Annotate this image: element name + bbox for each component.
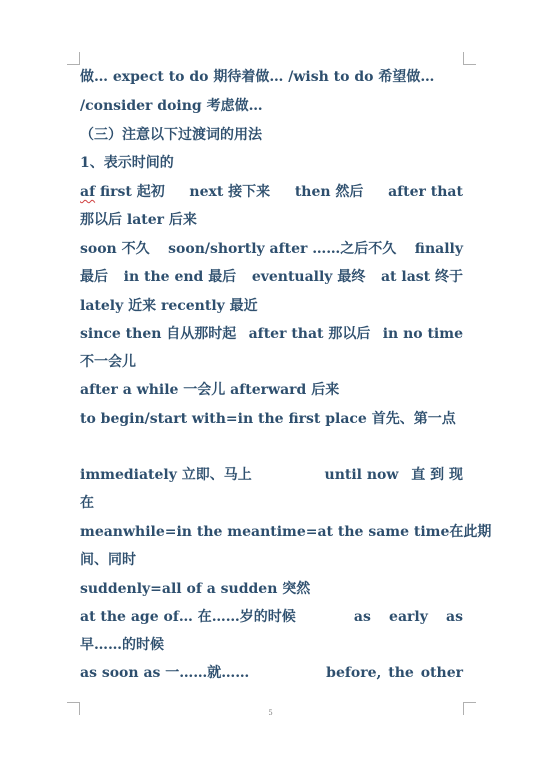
text-segment: other [420,665,463,681]
text-segment: as soon as 一……就…… [80,665,250,681]
text-segment: until now [324,467,399,483]
text-segment: since then 自从那时起 [80,326,237,342]
text-segment: soon/shortly after ……之后不久 [168,241,397,257]
subheading [80,153,463,173]
text-segment: after that [388,184,463,200]
text-segment: after that 那以后 [248,326,371,342]
text-line [80,296,463,316]
text-segment: 直 到 现 [411,467,463,483]
text-line [80,409,463,429]
text-segment: after a while 一会儿 afterward 后来 [80,382,340,398]
text-segment: soon 不久 [80,241,150,257]
text-segment: early [389,609,428,625]
text-segment: meanwhile=in the meantime=at the same time [80,524,450,540]
text-line [80,607,463,627]
text-line [80,493,463,513]
text-segment: as [446,609,463,625]
page-number: 5 [268,708,273,717]
text-line [80,96,463,116]
text-line [80,239,463,259]
text-segment: 早……的时候 [80,637,164,653]
text-segment: lately 近来 recently 最近 [80,298,258,314]
text-segment: at last 终于 [380,269,463,285]
section-heading [80,125,463,145]
text-segment: 在 [80,495,94,511]
crop-mark-top-left [67,52,80,65]
text-segment: 最后 [80,269,108,285]
text-segment: finally [414,241,463,257]
text-segment: 1、表示时间的 [80,155,174,171]
text-line [80,210,463,230]
text-segment: the [388,665,414,681]
text-line [80,324,463,344]
text-line [80,67,463,87]
text-segment: 间、同时 [80,552,136,568]
text-line [80,380,463,400]
text-line [80,579,463,599]
text-segment: before, [326,665,382,681]
text-segment: immediately 立即、马上 [80,467,252,483]
text-line [80,663,463,683]
text-segment: in no time [382,326,463,342]
text-line [80,635,463,655]
text-segment: then 然后 [294,184,364,200]
text-segment: to begin/start with=in the first place 首先、第一点 [80,411,456,427]
text-segment: 做… expect to do 期待着做… /wish to do 希望做… [80,69,435,85]
spell-error-word[interactable]: af [80,184,96,200]
text-line [80,522,492,542]
text-line [80,182,463,202]
text-segment: at the age of… 在……岁的时候 [80,609,296,625]
text-segment: （三）注意以下过渡词的用法 [80,127,262,143]
text-segment: /consider doing 考虑做… [80,98,263,114]
text-line [80,267,463,287]
crop-mark-top-right [463,52,476,65]
text-segment: 在此期 [449,524,492,540]
text-segment: first 起初 [95,184,165,200]
text-segment: as [353,609,371,625]
text-line [80,465,463,485]
text-segment: in the end 最后 [123,269,237,285]
text-segment: next 接下来 [189,184,271,200]
text-segment: eventually 最终 [251,269,366,285]
text-segment: suddenly=all of a sudden 突然 [80,581,311,597]
text-line [80,550,463,570]
text-line [80,352,463,372]
text-segment: 不一会儿 [80,354,136,370]
text-segment: 那以后 later 后来 [80,212,197,228]
